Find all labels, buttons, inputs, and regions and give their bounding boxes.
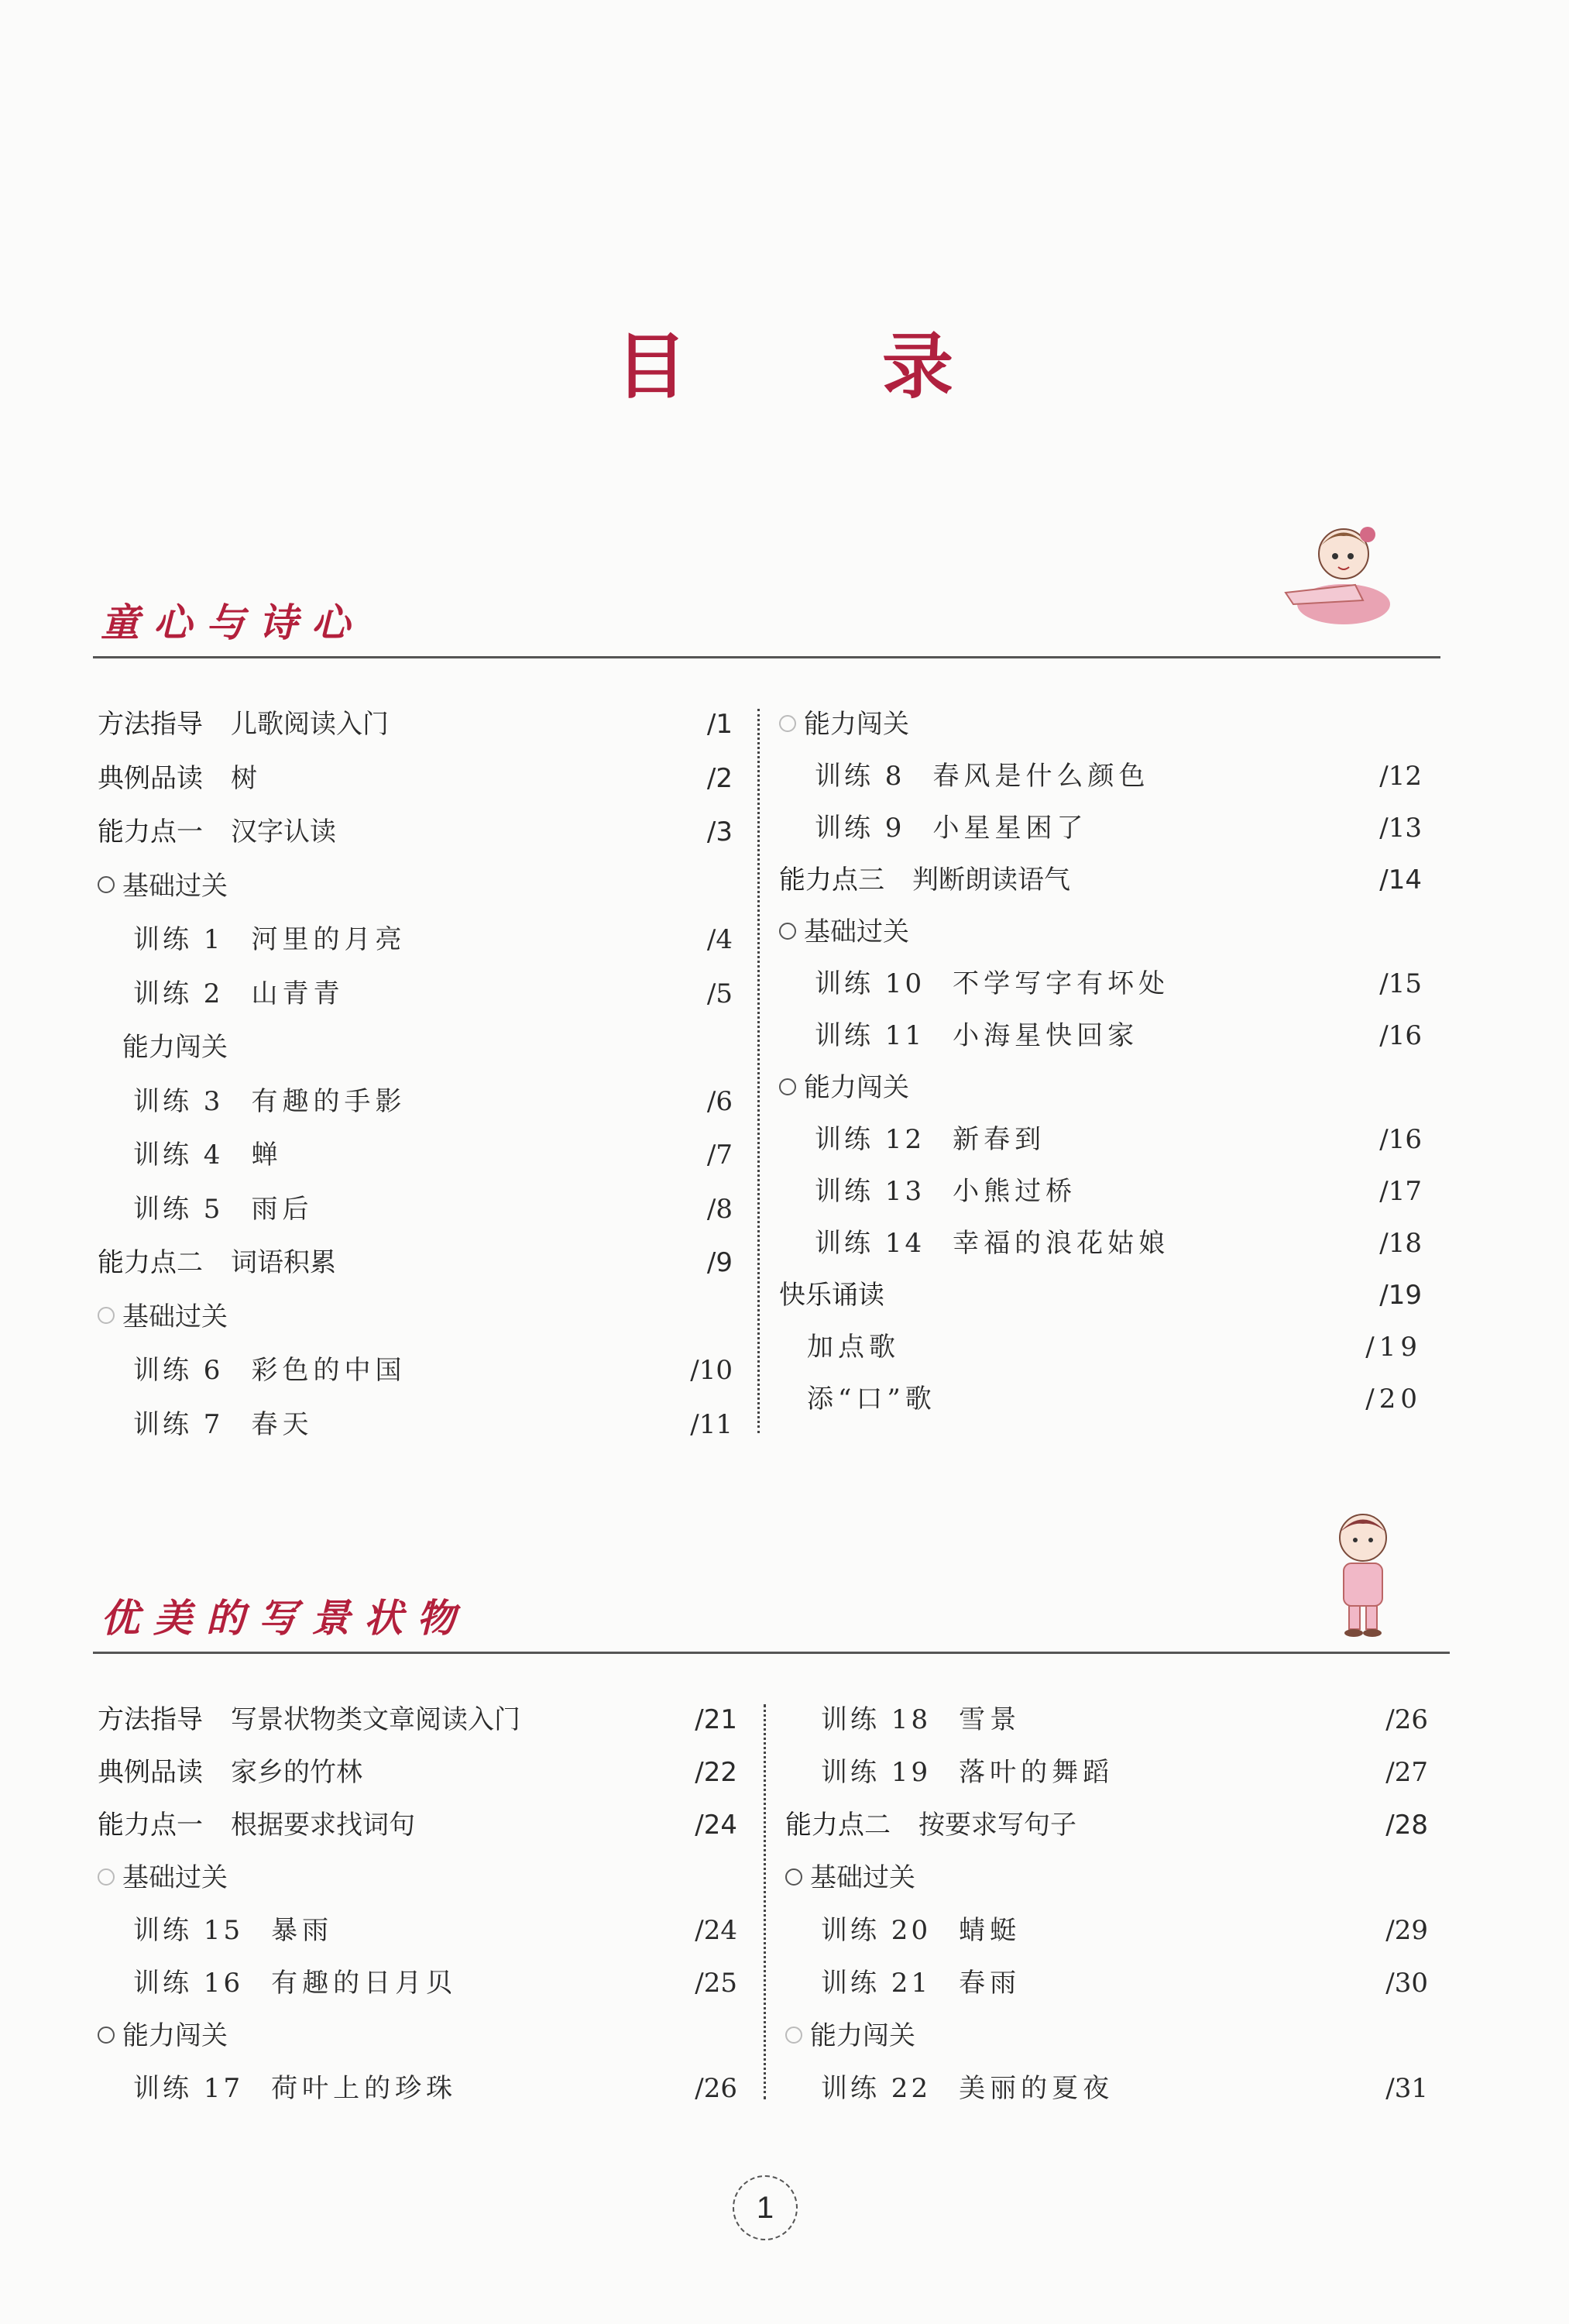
page-ref: /14 — [1379, 865, 1422, 896]
page-ref: /10 — [690, 1355, 733, 1386]
page-ref: /12 — [1379, 761, 1422, 792]
column-divider — [764, 1704, 766, 2099]
toc-exercise[interactable] — [785, 1700, 1428, 1739]
entry-category: 方法指导 — [98, 1704, 203, 1735]
exercise-label: 训练 17 — [133, 2073, 244, 2104]
toc-exercise[interactable] — [98, 1405, 733, 1444]
exercise-label: 训练 6 — [133, 1355, 224, 1386]
entry-category: 能力点三 — [779, 865, 884, 896]
toc-subsection[interactable] — [779, 1068, 1422, 1107]
entry-title: 雨后 — [251, 1193, 314, 1225]
toc-exercise[interactable] — [785, 1753, 1428, 1792]
page-ref: /19 — [1365, 1332, 1422, 1363]
entry-category: 典例品读 — [98, 1757, 203, 1788]
page-ref: /2 — [706, 762, 733, 794]
page-ref: /19 — [1379, 1280, 1422, 1311]
toc-exercise[interactable] — [98, 1190, 733, 1229]
exercise-label: 训练 1 — [133, 924, 224, 955]
toc-poem[interactable] — [779, 1380, 1422, 1418]
section-title: 优美的写景状物 — [101, 1595, 469, 1641]
subsection-title: 能力闯关 — [122, 1032, 228, 1063]
page-ref: /26 — [1385, 1704, 1428, 1735]
page-ref: /7 — [706, 1140, 733, 1171]
subsection-title: 能力闯关 — [122, 2020, 228, 2051]
toc-entry[interactable] — [98, 1243, 733, 1282]
toc-exercise[interactable] — [785, 1964, 1428, 2003]
entry-category: 能力点一 — [98, 816, 203, 847]
toc-entry[interactable] — [98, 705, 733, 744]
toc-poem[interactable] — [779, 1328, 1422, 1367]
toc-exercise[interactable] — [98, 1964, 737, 2003]
exercise-label: 训练 18 — [821, 1704, 932, 1735]
circle-bullet-icon — [98, 2027, 115, 2044]
entry-title: 根据要求找词句 — [231, 1810, 415, 1841]
exercise-label: 训练 11 — [815, 1020, 925, 1051]
entry-title: 有趣的手影 — [251, 1085, 407, 1117]
exercise-label: 训练 4 — [133, 1140, 224, 1171]
toc-entry[interactable] — [98, 759, 733, 798]
subsection-title: 基础过关 — [122, 1301, 228, 1332]
entry-title: 儿歌阅读入门 — [231, 709, 389, 740]
entry-title: 新春到 — [953, 1124, 1046, 1155]
entry-title: 不学写字有坏处 — [953, 968, 1170, 999]
toc-subsection[interactable] — [779, 705, 1422, 744]
entry-title: 春天 — [251, 1408, 314, 1440]
toc-entry[interactable] — [98, 813, 733, 851]
entry-title: 家乡的竹林 — [231, 1757, 362, 1788]
exercise-label: 训练 22 — [821, 2073, 932, 2104]
entry-title: 幸福的浪花姑娘 — [953, 1228, 1170, 1259]
page-ref: /5 — [706, 978, 733, 1009]
exercise-label: 训练 2 — [133, 978, 224, 1009]
entry-title: 彩色的中国 — [251, 1355, 407, 1386]
entry-category: 能力点二 — [98, 1247, 203, 1278]
entry-title: 有趣的日月贝 — [271, 1968, 458, 1999]
entry-title: 加点歌 — [807, 1332, 900, 1363]
section-title: 童心与诗心 — [101, 600, 364, 645]
toc-column-right-1 — [779, 705, 1422, 1441]
toc-exercise[interactable] — [779, 1120, 1422, 1159]
toc-exercise[interactable] — [98, 2069, 737, 2108]
column-divider — [757, 709, 760, 1433]
exercise-label: 训练 13 — [815, 1176, 925, 1207]
toc-exercise[interactable] — [779, 1172, 1422, 1211]
toc-entry[interactable] — [779, 861, 1422, 899]
toc-exercise[interactable] — [785, 2069, 1428, 2108]
exercise-label: 训练 10 — [815, 968, 925, 999]
exercise-label: 训练 21 — [821, 1968, 932, 1999]
toc-subsection[interactable] — [98, 1028, 733, 1067]
entry-title: 荷叶上的珍珠 — [271, 2073, 458, 2104]
section-rule — [93, 1652, 1450, 1654]
toc-entry[interactable] — [98, 1700, 737, 1739]
circle-bullet-icon — [98, 876, 115, 893]
exercise-label: 训练 19 — [821, 1757, 932, 1788]
entry-title: 雪景 — [959, 1704, 1021, 1735]
page-ref: /1 — [706, 709, 733, 740]
entry-title: 小星星困了 — [932, 813, 1088, 844]
exercise-label: 训练 14 — [815, 1228, 925, 1259]
page-ref: /21 — [695, 1704, 737, 1735]
toc-column-left-2 — [98, 1700, 737, 2119]
toc-subsection[interactable] — [779, 913, 1422, 951]
toc-entry[interactable] — [98, 1753, 737, 1792]
entry-category: 典例品读 — [98, 762, 203, 794]
circle-bullet-icon — [779, 715, 796, 732]
subsection-title: 基础过关 — [810, 1862, 915, 1893]
section-header-1 — [93, 589, 1440, 658]
toc-exercise[interactable] — [779, 964, 1422, 1003]
toc-column-right-2 — [785, 1700, 1428, 2119]
toc-entry[interactable] — [779, 1276, 1422, 1315]
page-ref: /9 — [706, 1247, 733, 1278]
toc-entry[interactable] — [98, 1806, 737, 1844]
toc-subsection[interactable] — [98, 1858, 737, 1897]
toc-exercise[interactable] — [98, 1082, 733, 1121]
circle-bullet-icon — [779, 1078, 796, 1095]
entry-title: 暴雨 — [271, 1915, 334, 1946]
circle-bullet-icon — [98, 1038, 115, 1055]
page-ref: /31 — [1385, 2073, 1428, 2104]
page-ref: /4 — [706, 924, 733, 955]
page-ref: /29 — [1385, 1915, 1428, 1946]
entry-title: 落叶的舞蹈 — [959, 1757, 1114, 1788]
page-ref: /24 — [695, 1915, 737, 1946]
page-ref: /28 — [1385, 1810, 1428, 1841]
toc-exercise[interactable] — [98, 1136, 733, 1174]
toc-exercise[interactable] — [98, 1911, 737, 1950]
page-ref: /8 — [706, 1193, 733, 1225]
toc-subsection[interactable] — [785, 1858, 1428, 1897]
subsection-title: 基础过关 — [122, 870, 228, 902]
boy-mascot-illustration — [1309, 1503, 1417, 1642]
exercise-label: 训练 9 — [815, 813, 905, 844]
section-header-2 — [93, 1584, 1450, 1654]
page-ref: /17 — [1379, 1176, 1422, 1207]
toc-exercise[interactable] — [779, 1224, 1422, 1263]
toc-exercise[interactable] — [785, 1911, 1428, 1950]
toc-exercise[interactable] — [98, 920, 733, 959]
page-ref: /24 — [695, 1810, 737, 1841]
exercise-label: 训练 20 — [821, 1915, 932, 1946]
circle-bullet-icon — [785, 2027, 802, 2044]
entry-title: 蝉 — [251, 1140, 283, 1171]
girl-mascot-illustration — [1270, 511, 1402, 635]
subsection-title: 基础过关 — [804, 916, 909, 947]
entry-category: 方法指导 — [98, 709, 203, 740]
exercise-label: 训练 15 — [133, 1915, 244, 1946]
entry-category: 能力点一 — [98, 1810, 203, 1841]
circle-bullet-icon — [98, 1307, 115, 1324]
page-ref: /22 — [695, 1757, 737, 1788]
entry-category: 能力点二 — [785, 1810, 891, 1841]
entry-category: 快乐诵读 — [779, 1280, 884, 1311]
page-ref: /20 — [1365, 1384, 1422, 1415]
entry-title: 山青青 — [251, 978, 345, 1009]
page-title: 目 录 — [615, 325, 1039, 408]
entry-title: 判断朗读语气 — [912, 865, 1070, 896]
page-ref: /16 — [1379, 1020, 1422, 1051]
toc-exercise[interactable] — [779, 757, 1422, 796]
page-ref: /15 — [1379, 968, 1422, 999]
exercise-label: 训练 7 — [133, 1408, 224, 1440]
subsection-title: 能力闯关 — [810, 2020, 915, 2051]
toc-entry[interactable] — [785, 1806, 1428, 1844]
entry-title: 树 — [231, 762, 257, 794]
page-ref: /18 — [1379, 1228, 1422, 1259]
toc-subsection[interactable] — [785, 2016, 1428, 2055]
entry-title: 河里的月亮 — [251, 924, 407, 955]
entry-title: 小海星快回家 — [953, 1020, 1139, 1051]
exercise-label: 训练 12 — [815, 1124, 925, 1155]
page-ref: /30 — [1385, 1968, 1428, 1999]
circle-bullet-icon — [785, 1868, 802, 1886]
subsection-title: 能力闯关 — [804, 1072, 909, 1103]
page-ref: /6 — [706, 1085, 733, 1117]
toc-column-left-1 — [98, 705, 733, 1441]
page-ref: /16 — [1379, 1124, 1422, 1155]
page-ref: /3 — [706, 816, 733, 847]
page-ref: /27 — [1385, 1757, 1428, 1788]
subsection-title: 能力闯关 — [804, 709, 909, 740]
page-ref: /11 — [690, 1408, 733, 1440]
page-ref: /26 — [695, 2073, 737, 2104]
circle-bullet-icon — [779, 923, 796, 940]
entry-title: 添“口”歌 — [807, 1384, 936, 1415]
section-rule — [93, 656, 1440, 658]
toc-subsection[interactable] — [98, 2016, 737, 2055]
entry-title: 写景状物类文章阅读入门 — [231, 1704, 520, 1735]
toc-exercise[interactable] — [98, 1351, 733, 1390]
entry-title: 美丽的夏夜 — [959, 2073, 1114, 2104]
toc-subsection[interactable] — [98, 1298, 733, 1336]
entry-title: 春雨 — [959, 1968, 1021, 1999]
toc-subsection[interactable] — [98, 867, 733, 906]
page-number: 1 — [733, 2175, 798, 2240]
entry-title: 小熊过桥 — [953, 1176, 1077, 1207]
entry-title: 春风是什么颜色 — [932, 761, 1150, 792]
entry-title: 蜻蜓 — [959, 1915, 1021, 1946]
entry-title: 汉字认读 — [231, 816, 336, 847]
page-ref: /25 — [695, 1968, 737, 1999]
entry-title: 词语积累 — [231, 1247, 336, 1278]
toc-exercise[interactable] — [779, 1016, 1422, 1055]
page-ref: /13 — [1379, 813, 1422, 844]
exercise-label: 训练 16 — [133, 1968, 244, 1999]
exercise-label: 训练 3 — [133, 1085, 224, 1117]
entry-title: 按要求写句子 — [918, 1810, 1076, 1841]
toc-exercise[interactable] — [779, 809, 1422, 847]
exercise-label: 训练 8 — [815, 761, 905, 792]
circle-bullet-icon — [98, 1868, 115, 1886]
subsection-title: 基础过关 — [122, 1862, 228, 1893]
exercise-label: 训练 5 — [133, 1193, 224, 1225]
toc-exercise[interactable] — [98, 975, 733, 1013]
